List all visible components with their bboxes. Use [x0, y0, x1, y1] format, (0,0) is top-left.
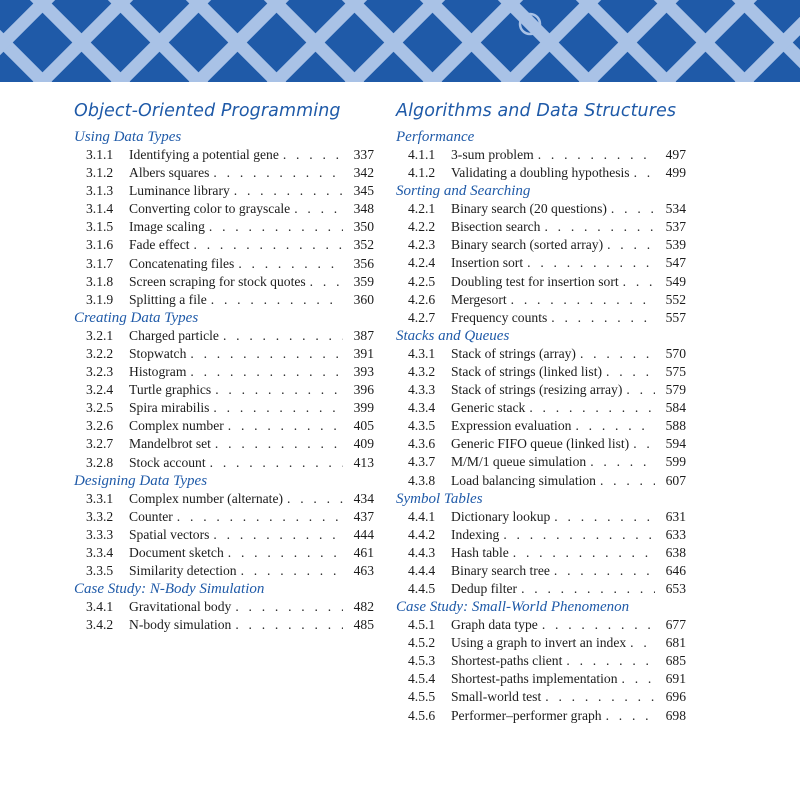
section-list [74, 128, 374, 634]
dot-leader [626, 381, 655, 399]
dot-leader [566, 652, 655, 670]
toc-entry [396, 616, 686, 634]
program-title: Luminance library [129, 183, 230, 199]
dot-leader [234, 182, 343, 200]
page-number: 350 [353, 219, 374, 235]
decorative-banner [0, 0, 800, 82]
page-number: 698 [665, 707, 686, 723]
program-number: 4.4.4 [408, 562, 436, 578]
section-title: Stacks and Queues [396, 327, 510, 344]
program-number: 4.2.5 [408, 273, 436, 289]
dot-leader [590, 453, 655, 471]
page-number: 646 [665, 562, 686, 578]
program-title: M/M/1 queue simulation [451, 454, 587, 470]
page-number: 497 [665, 147, 686, 162]
toc-entry [396, 164, 686, 182]
toc-entry [396, 291, 686, 309]
toc-entry [74, 363, 374, 381]
program-number: 3.1.2 [86, 165, 114, 181]
toc-entry [396, 652, 686, 670]
page-number: 345 [353, 183, 374, 199]
dot-leader [209, 218, 343, 236]
dot-leader [622, 670, 656, 688]
program-number: 3.1.9 [86, 291, 114, 307]
part-title: Algorithms and Data Structures [396, 101, 677, 121]
program-title: Using a graph to invert an index [451, 635, 627, 651]
section-title: Sorting and Searching [396, 183, 531, 200]
page-number: 539 [665, 237, 686, 253]
dot-leader [215, 435, 343, 453]
program-title: Similarity detection [129, 562, 237, 578]
toc-entry [74, 164, 374, 182]
program-number: 3.4.1 [86, 599, 114, 615]
dot-leader [228, 417, 343, 435]
program-number: 4.2.6 [408, 291, 436, 307]
program-title: Insertion sort [451, 255, 524, 271]
toc-entry [74, 236, 374, 254]
page-number: 393 [353, 364, 374, 380]
program-number: 4.1.2 [408, 165, 436, 181]
section-title: Using Data Types [74, 129, 182, 145]
toc-entry [396, 417, 686, 435]
toc-entry [74, 598, 374, 616]
program-title: Validating a doubling hypothesis [451, 165, 630, 181]
page-number: 588 [665, 418, 686, 434]
program-number: 3.1.7 [86, 255, 114, 271]
program-title: Stack of strings (linked list) [451, 363, 603, 379]
program-number: 4.2.3 [408, 237, 436, 253]
dot-leader [580, 345, 655, 363]
program-title: 3-sum problem [451, 147, 534, 162]
page-number: 359 [353, 273, 374, 289]
page-number: 557 [665, 309, 686, 325]
page-number: 537 [665, 219, 686, 235]
page-number: 413 [353, 454, 374, 470]
toc-entry [396, 381, 686, 399]
program-title: Image scaling [129, 219, 205, 235]
toc-entry [396, 345, 686, 363]
program-title: Stopwatch [129, 345, 187, 361]
page-number: 461 [353, 544, 374, 560]
dot-leader [194, 236, 343, 254]
program-number: 4.2.4 [408, 255, 436, 271]
dot-leader [611, 200, 655, 218]
program-number: 3.3.3 [86, 526, 114, 542]
program-title: Indexing [451, 526, 500, 542]
page-number: 579 [665, 382, 686, 398]
program-number: 4.3.6 [408, 436, 436, 452]
page-number: 638 [665, 544, 686, 560]
page-number: 482 [353, 599, 374, 615]
page-number: 599 [665, 454, 686, 470]
program-title: Generic stack [451, 400, 526, 416]
program-number: 3.1.1 [86, 147, 114, 162]
dot-leader [238, 255, 343, 273]
program-number: 3.1.3 [86, 183, 114, 199]
toc-entry [396, 472, 686, 490]
program-number: 4.5.5 [408, 689, 436, 705]
toc-entry [396, 218, 686, 236]
program-number: 4.3.5 [408, 418, 436, 434]
program-title: Performer–performer graph [451, 707, 602, 723]
toc-entry [396, 580, 686, 598]
program-number: 4.4.5 [408, 580, 436, 596]
page-number: 594 [665, 436, 686, 452]
program-title: Dedup filter [451, 580, 518, 596]
program-title: Frequency counts [451, 309, 548, 325]
dot-leader [235, 598, 343, 616]
page-number: 437 [353, 508, 374, 524]
dot-leader [623, 273, 655, 291]
dot-leader [521, 580, 655, 598]
toc-entry [396, 707, 686, 725]
page-number: 575 [665, 363, 686, 379]
toc-entry [74, 454, 374, 472]
program-number: 4.5.2 [408, 635, 436, 651]
page-number: 405 [353, 418, 374, 434]
toc-entry [396, 363, 686, 381]
page-number: 356 [353, 255, 374, 271]
program-number: 3.2.5 [86, 400, 114, 416]
toc-entry [74, 526, 374, 544]
toc-entry [74, 182, 374, 200]
toc-entry [396, 200, 686, 218]
program-title: Gravitational body [129, 599, 232, 615]
dot-leader [513, 544, 655, 562]
dot-leader [545, 688, 655, 706]
page-number: 653 [665, 580, 686, 596]
program-title: Turtle graphics [129, 382, 212, 398]
dot-leader [551, 309, 655, 327]
dot-leader [544, 218, 655, 236]
toc-entry [396, 544, 686, 562]
page-number: 387 [353, 327, 374, 343]
page-number: 337 [353, 147, 374, 162]
section-title: Symbol Tables [396, 490, 483, 507]
section-title: Designing Data Types [74, 472, 208, 489]
program-number: 4.3.8 [408, 472, 436, 488]
program-title: Mandelbrot set [129, 436, 211, 452]
dot-leader [633, 435, 655, 453]
program-number: 4.3.7 [408, 454, 436, 470]
program-title: Graph data type [451, 617, 538, 633]
program-number: 3.2.7 [86, 436, 114, 452]
program-title: Bisection search [451, 219, 541, 235]
toc-entry [74, 291, 374, 309]
page-number: 696 [665, 689, 686, 705]
dot-leader [235, 616, 343, 634]
program-number: 4.5.6 [408, 707, 436, 723]
toc-entry [396, 399, 686, 417]
dot-leader [554, 508, 655, 526]
dot-leader [600, 472, 655, 490]
program-number: 3.3.2 [86, 508, 114, 524]
toc-entry [396, 634, 686, 652]
program-number: 4.3.1 [408, 345, 436, 361]
program-title: Document sketch [129, 544, 224, 560]
program-number: 3.3.5 [86, 562, 114, 578]
toc-entry [396, 526, 686, 544]
section-title: Case Study: Small-World Phenomenon [396, 599, 630, 616]
program-number: 4.3.4 [408, 400, 436, 416]
toc-entry [74, 490, 374, 508]
toc-entry [74, 616, 374, 634]
program-number: 4.2.1 [408, 201, 436, 217]
page-number: 549 [665, 273, 686, 289]
program-title: Load balancing simulation [451, 472, 596, 488]
program-title: Binary search (sorted array) [451, 237, 604, 253]
dot-leader [503, 526, 655, 544]
program-title: Binary search (20 questions) [451, 201, 607, 217]
program-number: 4.2.2 [408, 219, 436, 235]
program-number: 4.4.1 [408, 508, 436, 524]
dot-leader [190, 345, 343, 363]
toc-entry [396, 670, 686, 688]
program-title: Stack of strings (array) [451, 345, 576, 361]
program-number: 3.2.2 [86, 345, 114, 361]
program-number: 3.1.4 [86, 201, 114, 217]
page-number: 552 [665, 291, 686, 307]
dot-leader [538, 146, 655, 164]
program-title: Shortest-paths client [451, 653, 563, 669]
program-title: Charged particle [129, 327, 219, 343]
program-title: Spira mirabilis [129, 400, 210, 416]
toc-entry [396, 508, 686, 526]
toc-entry [74, 273, 374, 291]
page-number: 409 [353, 436, 374, 452]
lattice-pattern-graphic [0, 0, 800, 82]
page-number: 444 [353, 526, 374, 542]
program-number: 3.1.8 [86, 273, 114, 289]
program-number: 4.1.1 [408, 147, 436, 162]
program-title: Small-world test [451, 689, 542, 705]
toc-entry [74, 255, 374, 273]
program-number: 4.5.3 [408, 653, 436, 669]
page-number: 352 [353, 237, 374, 253]
page-number: 534 [665, 201, 686, 217]
toc-column-object-oriented-programming [74, 100, 374, 634]
program-title: Expression evaluation [451, 418, 572, 434]
dot-leader [606, 707, 655, 725]
program-number: 3.1.6 [86, 237, 114, 253]
dot-leader [211, 291, 343, 309]
page-number: 360 [353, 291, 374, 307]
dot-leader [529, 399, 655, 417]
page-number: 633 [665, 526, 686, 542]
dot-leader [542, 616, 655, 634]
program-title: Binary search tree [451, 562, 550, 578]
program-number: 4.4.3 [408, 544, 436, 560]
toc-entry [74, 562, 374, 580]
dot-leader [575, 417, 655, 435]
dot-leader [554, 562, 655, 580]
section-title: Creating Data Types [74, 309, 199, 326]
toc-entry [396, 309, 686, 327]
toc-entry [74, 417, 374, 435]
program-number: 3.4.2 [86, 617, 114, 633]
toc-entry [396, 254, 686, 272]
toc-entry [74, 399, 374, 417]
dot-leader [223, 327, 343, 345]
program-title: Splitting a file [129, 291, 207, 307]
toc-entry [74, 345, 374, 363]
dot-leader [215, 381, 343, 399]
toc-entry [74, 435, 374, 453]
page-number: 463 [353, 562, 374, 578]
program-number: 3.2.6 [86, 418, 114, 434]
toc-entry [74, 508, 374, 526]
program-number: 3.2.3 [86, 364, 114, 380]
page-number: 396 [353, 382, 374, 398]
program-title: Generic FIFO queue (linked list) [451, 436, 630, 452]
program-number: 4.4.2 [408, 526, 436, 542]
dot-leader [283, 146, 343, 164]
dot-leader [606, 363, 655, 381]
page-number: 631 [665, 508, 686, 524]
toc-entry [396, 453, 686, 471]
dot-leader [287, 490, 343, 508]
program-title: Hash table [451, 544, 509, 560]
program-number: 4.2.7 [408, 309, 436, 325]
section-title: Case Study: N-Body Simulation [74, 581, 265, 598]
part-title: Object-Oriented Programming [74, 101, 341, 121]
program-number: 4.3.3 [408, 382, 436, 398]
dot-leader [294, 200, 343, 218]
toc-entry [396, 236, 686, 254]
toc-entry [396, 435, 686, 453]
toc-entry [74, 218, 374, 236]
section-list [396, 128, 686, 725]
page-number: 399 [353, 400, 374, 416]
page-number: 547 [665, 255, 686, 271]
dot-leader [241, 562, 343, 580]
program-title: Stock account [129, 454, 206, 470]
program-title: Fade effect [129, 237, 190, 253]
toc-entry [396, 688, 686, 706]
page-number: 434 [353, 490, 374, 506]
program-title: Albers squares [129, 165, 210, 181]
toc-entry [74, 146, 374, 164]
program-title: Complex number [129, 418, 224, 434]
dot-leader [228, 544, 343, 562]
page-number: 607 [665, 472, 686, 488]
dot-leader [210, 454, 343, 472]
program-title: Doubling test for insertion sort [451, 273, 619, 289]
dot-leader [310, 273, 343, 291]
program-number: 3.1.5 [86, 219, 114, 235]
program-number: 3.2.8 [86, 454, 114, 470]
page-number: 584 [665, 400, 686, 416]
dot-leader [213, 526, 343, 544]
dot-leader [177, 508, 343, 526]
program-number: 4.5.4 [408, 671, 436, 687]
dot-leader [607, 236, 655, 254]
toc-entry [74, 327, 374, 345]
program-title: Spatial vectors [129, 526, 210, 542]
page-number: 570 [665, 345, 686, 361]
program-number: 3.3.1 [86, 490, 114, 506]
program-title: Mergesort [451, 291, 507, 307]
dot-leader [630, 634, 655, 652]
page-number: 348 [353, 201, 374, 217]
page-number: 691 [665, 671, 686, 687]
toc-entry [396, 146, 686, 164]
page-number: 499 [665, 165, 686, 181]
dot-leader [213, 164, 343, 182]
dot-leader [634, 164, 655, 182]
program-number: 3.2.4 [86, 382, 114, 398]
section-title: Performance [396, 129, 475, 145]
program-title: Dictionary lookup [451, 508, 551, 524]
toc-entry [74, 381, 374, 399]
toc-entry [74, 544, 374, 562]
program-title: Concatenating files [129, 255, 235, 271]
page-number: 391 [353, 345, 374, 361]
program-title: Counter [129, 508, 173, 524]
program-title: Stack of strings (resizing array) [451, 382, 623, 398]
program-title: Converting color to grayscale [129, 201, 291, 217]
program-title: Complex number (alternate) [129, 490, 284, 506]
page-number: 681 [665, 635, 686, 651]
page-number: 677 [665, 617, 686, 633]
dot-leader [190, 363, 343, 381]
dot-leader [511, 291, 655, 309]
page-number: 685 [665, 653, 686, 669]
toc-entry [396, 562, 686, 580]
program-number: 3.3.4 [86, 544, 114, 560]
toc-entry [74, 200, 374, 218]
program-number: 3.2.1 [86, 327, 114, 343]
page-number: 342 [353, 165, 374, 181]
program-title: N-body simulation [129, 617, 232, 633]
program-title: Identifying a potential gene [129, 147, 279, 162]
program-number: 4.5.1 [408, 617, 436, 633]
dot-leader [213, 399, 343, 417]
program-title: Shortest-paths implementation [451, 671, 618, 687]
program-number: 4.3.2 [408, 363, 436, 379]
toc-entry [396, 273, 686, 291]
page-number: 485 [353, 617, 374, 633]
dot-leader [527, 254, 655, 272]
toc-column-algorithms-and-data-structures [396, 100, 686, 725]
program-title: Histogram [129, 364, 187, 380]
program-title: Screen scraping for stock quotes [129, 273, 306, 289]
